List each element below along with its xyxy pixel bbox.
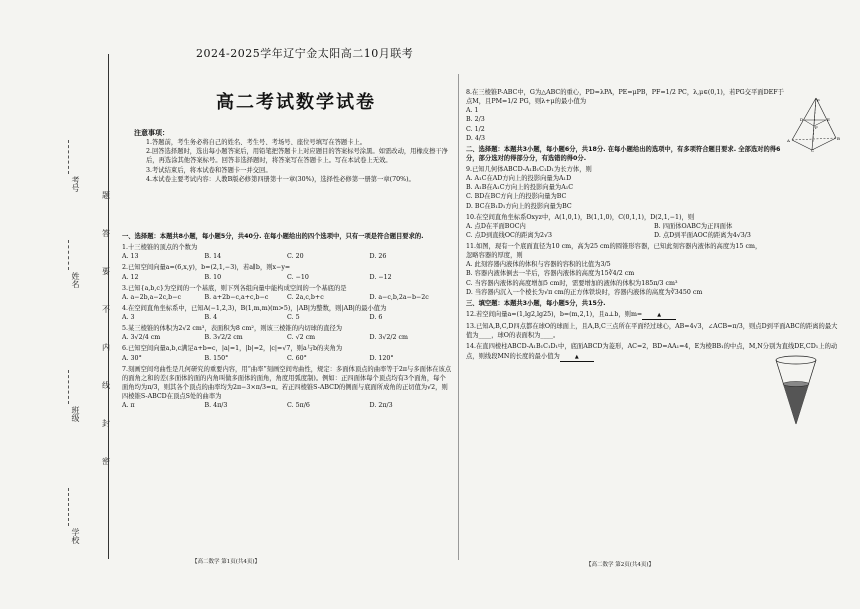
kaohao-line xyxy=(68,140,69,174)
xuexiao-label: 学校 xyxy=(71,528,80,544)
binding-margin xyxy=(18,40,110,560)
banji-label: 班级 xyxy=(71,406,80,422)
fig-label: C xyxy=(811,148,815,152)
notice-title: 注意事项： xyxy=(134,129,169,137)
option: A. π xyxy=(122,402,135,410)
footer-right: 【高二数学 第2页(共4页)】 xyxy=(586,562,655,569)
fig-label: P xyxy=(817,98,820,103)
options-row xyxy=(122,401,452,410)
page-right xyxy=(466,86,842,569)
option: B. 4π/3 xyxy=(204,402,228,410)
option: D. 当容器内沉入一个棱长为√π cm的正方体铁块时，容器内液体的高度为∛3450 cm xyxy=(466,288,703,296)
notice-item: 4.本试卷主要考试内容：人教B版必修第四册第十一章(30%)，选择性必修第一册第一章(70%)。 xyxy=(146,175,415,183)
page-left xyxy=(122,40,452,565)
option: A. 此刻容器内液体的体积与容器的容积的比值为3/5 xyxy=(466,261,611,269)
fig-label: A xyxy=(787,138,790,143)
options-row xyxy=(122,273,452,282)
question-stem: 7.刻画空间弯曲性是几何研究的重要内容，用“曲率”刻画空间弯曲性，规定：多面体顶点的曲率等于2π与多面体在该点的面角之和的差(多面体的面的内角叫做多面体的面角，角度用弧度制)。例如：正四面体每个顶点均有3个面角，每个面角均为π/3，则其各个顶点的曲率均为2π−3×π/3=π。若正四棱锥S-ABCD的侧面与底面所成角的正切值为√2，则四棱锥S-ABCD在顶点S处的曲率为 xyxy=(122,365,452,400)
question-13: 13.已知A,B,C,D四点都在球O的球面上，且A,B,C三点所在平面经过球心，AB=4√3，∠ACB=π/3，则点D到平面ABC的距离的最大值为____，球O的表面积为____。 xyxy=(466,323,838,340)
binding-rule xyxy=(108,54,109,559)
option: D. BC在B₁D₁方向上的投影向量为BC xyxy=(466,202,572,210)
seal-char: 要 xyxy=(102,267,110,276)
fig-label: B xyxy=(837,136,840,141)
option: B. 容器内液体倒去一半后，容器内液体的高度为15∛4/2 cm xyxy=(466,270,635,278)
question-7 xyxy=(122,365,452,411)
notice-item: 3.考试结束后，将本试卷和答题卡一并交回。 xyxy=(146,166,272,174)
fig-label: E xyxy=(827,117,830,122)
fig-label: F xyxy=(815,125,818,130)
option: D. 6 xyxy=(369,314,383,321)
options-row xyxy=(122,354,452,363)
option: C. √2 cm xyxy=(287,334,316,342)
question-4 xyxy=(122,304,452,322)
question-stem: 11.如图，现有一个底面直径为10 cm，高为25 cm的圆锥形容器，已知此刻容器内液体的高度为15 cm，忽略容器的厚度，则 xyxy=(466,243,762,260)
option: D. 120° xyxy=(369,354,394,362)
option: C. 2a,c,b+c xyxy=(287,293,324,301)
option: A. 30° xyxy=(122,354,142,362)
question-list xyxy=(122,243,452,410)
footer-left: 【高二数学 第1页(共4页)】 xyxy=(192,559,261,566)
options-row xyxy=(122,313,452,322)
option: D. 点D到平面AOC的距离为4√3/3 xyxy=(654,231,751,239)
question-9 xyxy=(466,165,786,211)
option: B. a+2b−c,a+c,b−c xyxy=(204,293,269,301)
option: A. 1 xyxy=(466,107,479,115)
question-11 xyxy=(466,242,766,297)
notice-item: 1.答题前，考生务必将自己的姓名、考生号、考场号、座位号填写在答题卡上。 xyxy=(146,139,367,147)
question-1 xyxy=(122,243,452,261)
xingming-label: 姓名 xyxy=(71,272,80,288)
seal-char: 内 xyxy=(102,343,110,352)
option: C. 5 xyxy=(287,314,300,321)
option: C. 5π/6 xyxy=(287,402,310,410)
right-questions xyxy=(466,88,838,362)
question-stem: 9.已知几何体ABCD-A₁B₁C₁D₁为长方体，则 xyxy=(466,166,592,173)
question-3 xyxy=(122,284,452,302)
seal-char: 题 xyxy=(102,191,110,200)
option: C. 1/2 xyxy=(466,125,485,133)
option: A. 12 xyxy=(122,273,139,281)
question-stem: 1.十三棱锥的顶点的个数为 xyxy=(122,244,198,252)
notice-item: 2.回答选择题时，选出每小题答案后，用铅笔把答题卡上对应题目的答案标号涂黑。如需改动，用橡皮擦干净后，再选涂其他答案标号。回答非选择题时，将答案写在答题卡上。写在本试卷上无效。 xyxy=(146,148,448,165)
options-row xyxy=(122,333,452,342)
question-stem: 8.在三棱锥P-ABC中，G为△ABC的重心，PD=λPA，PE=μPB，PF=1/2 PC，λ,μ∈(0,1)，若PG交平面DEF于点M，且PM=1/2 PG，则λ+μ的最小值为 xyxy=(466,89,784,106)
seal-char: 答 xyxy=(102,229,110,238)
option: B. 3√2/2 cm xyxy=(204,334,243,342)
option: C. 点D到直线OC的距离为2√3 xyxy=(466,231,553,239)
answer-blank: ▲ xyxy=(560,354,594,362)
question-stem: 2.已知空间向量a=(6,x,y)，b=(2,1,−3)，若a∥b，则x−y= xyxy=(122,264,291,272)
option: B. 150° xyxy=(204,354,229,362)
question-8 xyxy=(466,88,786,143)
xingming-line xyxy=(68,240,69,270)
question-10 xyxy=(466,213,842,240)
left-questions xyxy=(122,232,452,410)
option: C. 60° xyxy=(287,354,307,362)
option: D. 3√2/2 cm xyxy=(369,334,408,342)
option: B. 四面体OABC为正四面体 xyxy=(654,222,733,230)
option: D. 2π/3 xyxy=(369,402,393,410)
options-row xyxy=(122,252,452,261)
question-stem: 3.已知{a,b,c}为空间的一个基底，则下列各组向量中能构成空间的一个基底的是 xyxy=(122,284,347,292)
seal-char: 线 xyxy=(102,381,110,390)
option: C. BD在BC方向上的投影向量为BC xyxy=(466,193,567,201)
question-6 xyxy=(122,344,452,362)
option: B. 2/3 xyxy=(466,116,485,124)
option: C. −10 xyxy=(287,273,309,281)
section-title: 一、选择题：本题共8小题，每小题5分，共40分. 在每小题给出的四个选项中，只有一项是符合题目要求的. xyxy=(122,233,424,240)
option: D. −12 xyxy=(369,273,392,281)
section-title: 二、选择题：本题共3小题，每小题6分，共18分. 在每小题给出的选项中，有多项符合题目要求. 全部选对的得6分，部分选对的得部分分，有选错的得0分. xyxy=(466,145,781,162)
option: D. 4/3 xyxy=(466,134,485,142)
option: C. 20 xyxy=(287,253,304,261)
question-stem: 12.若空间向量a=(1,lg2,lg25)，b=(m,2,1)，且a⊥b，则m= xyxy=(466,310,643,318)
question-12 xyxy=(466,310,786,320)
option: B. 14 xyxy=(204,253,222,261)
cone-container-figure xyxy=(774,354,818,426)
option: C. 当容器内液体的高度增加5 cm时，需要增加的液体的体积为185π/3 cm³ xyxy=(466,279,678,287)
question-stem: 10.在空间直角坐标系Oxyz中，A(1,0,1)，B(1,1,0)，C(0,1,1)，D(2,1,−1)，则 xyxy=(466,213,695,221)
notice-block xyxy=(134,128,454,184)
fig-label: D xyxy=(800,117,804,122)
seal-char: 封 xyxy=(102,419,110,428)
question-stem: 4.在空间直角坐标系中，已知A(−1,2,3)，B(1,m,m)(m>5)，|AB|为整数，则|AB|的最小值为 xyxy=(122,304,387,312)
option: D. a−c,b,2a−b−2c xyxy=(369,293,429,301)
option: A. 3√2/4 cm xyxy=(122,334,161,342)
option: A. a−2b,a−2c,b−c xyxy=(122,293,182,301)
banji-line xyxy=(68,370,69,404)
exam-title: 高二考试数学试卷 xyxy=(216,92,376,113)
seal-char: 不 xyxy=(102,305,110,314)
option: B. 4 xyxy=(204,314,218,321)
option: A. A₁C在AD方向上的投影向量为A₁D xyxy=(466,175,572,183)
option: A. 13 xyxy=(122,253,139,261)
question-list xyxy=(466,88,786,143)
kaohao-label: 考号 xyxy=(71,176,80,192)
option: D. 26 xyxy=(369,253,387,261)
question-stem: 14.在直四棱柱ABCD-A₁B₁C₁D₁中，底面ABCD为菱形，AC=2，BD=AA₁=4，E为棱BB₁的中点，M,N分别为直线DE,CD₁上的动点，则线段MN的长度的最小值为 xyxy=(466,343,838,360)
option: B. A₁B在A₁C方向上的投影向量为A₁C xyxy=(466,184,574,192)
option: A. 点D在平面BOC内 xyxy=(466,222,526,230)
option: A. 3 xyxy=(122,314,135,321)
question-2 xyxy=(122,263,452,281)
section-title: 三、填空题：本题共3小题，每小题5分，共15分. xyxy=(466,299,606,307)
exam-header: 2024-2025学年辽宁金太阳高二10月联考 xyxy=(196,47,414,60)
question-stem: 5.某三棱锥的体积为2√2 cm³，表面积为8 cm²，则该三棱锥的内切球的直径为 xyxy=(122,325,343,333)
tetrahedron-figure xyxy=(786,96,842,152)
option: B. 10 xyxy=(204,273,222,281)
seal-char: 密 xyxy=(102,457,110,466)
question-stem: 6.已知空间向量a,b,c满足a+b=c，|a|=1，|b|=2，|c|=√7，则a与b的夹角为 xyxy=(122,345,343,353)
options-row xyxy=(122,293,452,302)
page-divider xyxy=(458,74,459,560)
answer-blank: ▲ xyxy=(642,312,676,320)
xuexiao-line xyxy=(68,488,69,526)
question-5 xyxy=(122,324,452,342)
